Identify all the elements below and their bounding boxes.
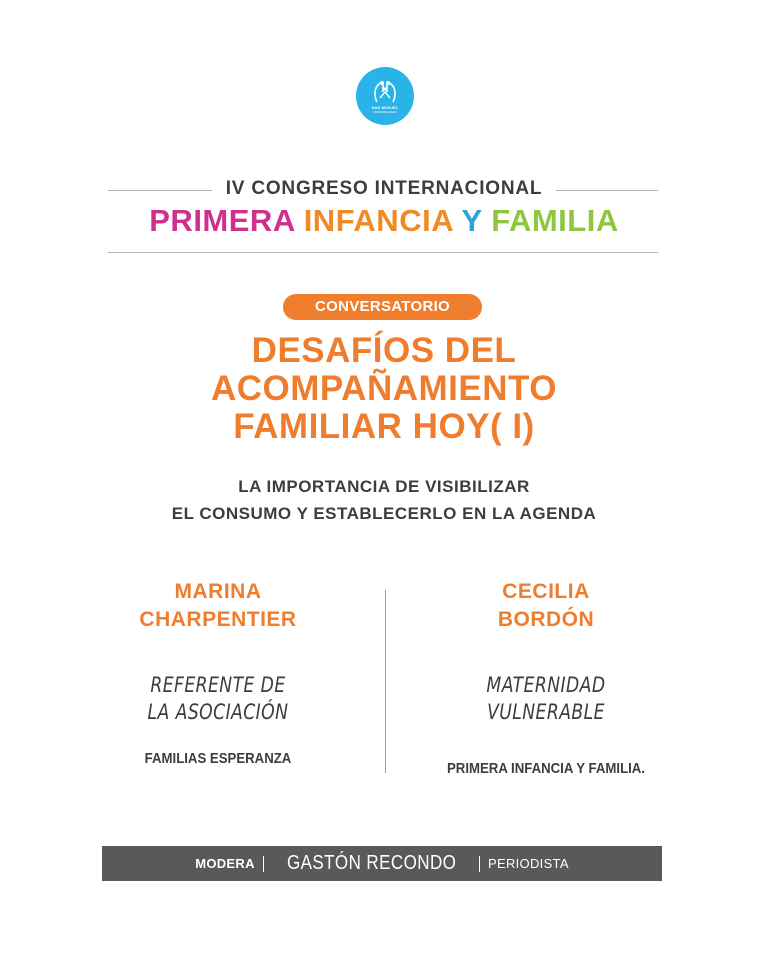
footer-separator	[263, 856, 264, 872]
session-subtitle	[0, 473, 768, 527]
speaker-card	[68, 578, 368, 767]
moderator-label: MODERA	[195, 856, 255, 871]
family-hands-icon	[370, 78, 400, 104]
speakers-divider	[385, 590, 386, 773]
headline-line: ACOMPAÑAMIENTO	[211, 369, 557, 408]
title-word-infancia: INFANCIA	[303, 203, 453, 238]
logo-line2: MUNICIPALIDAD	[373, 110, 397, 114]
moderator-bar	[102, 846, 662, 881]
title-word-familia: FAMILIA	[491, 203, 619, 238]
logo-line1: SAN MIGUEL	[371, 105, 399, 110]
subtitle-line: EL CONSUMO Y ESTABLECERLO EN LA AGENDA	[171, 504, 597, 523]
bottom-rule	[108, 252, 658, 253]
speaker-name: MARINA CHARPENTIER	[139, 580, 297, 631]
session-type-badge: CONVERSATORIO	[283, 294, 482, 320]
municipality-logo	[356, 67, 414, 125]
speaker-organization: FAMILIAS ESPERANZA	[144, 750, 292, 767]
title-word-primera: PRIMERA	[149, 203, 295, 238]
title-word-y: Y	[461, 203, 483, 238]
speaker-organization: PRIMERA INFANCIA Y FAMILIA.	[446, 760, 645, 777]
speaker-name: CECILIA BORDÓN	[497, 580, 595, 631]
headline-line: FAMILIAR HOY( I)	[233, 407, 535, 446]
moderator-role: PERIODISTA	[488, 856, 569, 871]
subtitle-line: LA IMPORTANCIA DE VISIBILIZAR	[238, 477, 530, 496]
speaker-role: MATERNIDAD VULNERABLE	[486, 673, 606, 724]
headline-line: DESAFÍOS DEL	[251, 331, 517, 370]
congress-label: IV CONGRESO INTERNACIONAL	[0, 178, 768, 200]
speaker-card	[396, 578, 696, 777]
moderator-name: GASTÓN RECONDO	[286, 852, 457, 874]
event-title	[0, 203, 768, 239]
footer-separator	[479, 856, 480, 872]
speaker-role: REFERENTE DE LA ASOCIACIÓN	[147, 673, 289, 724]
session-headline	[0, 332, 768, 446]
